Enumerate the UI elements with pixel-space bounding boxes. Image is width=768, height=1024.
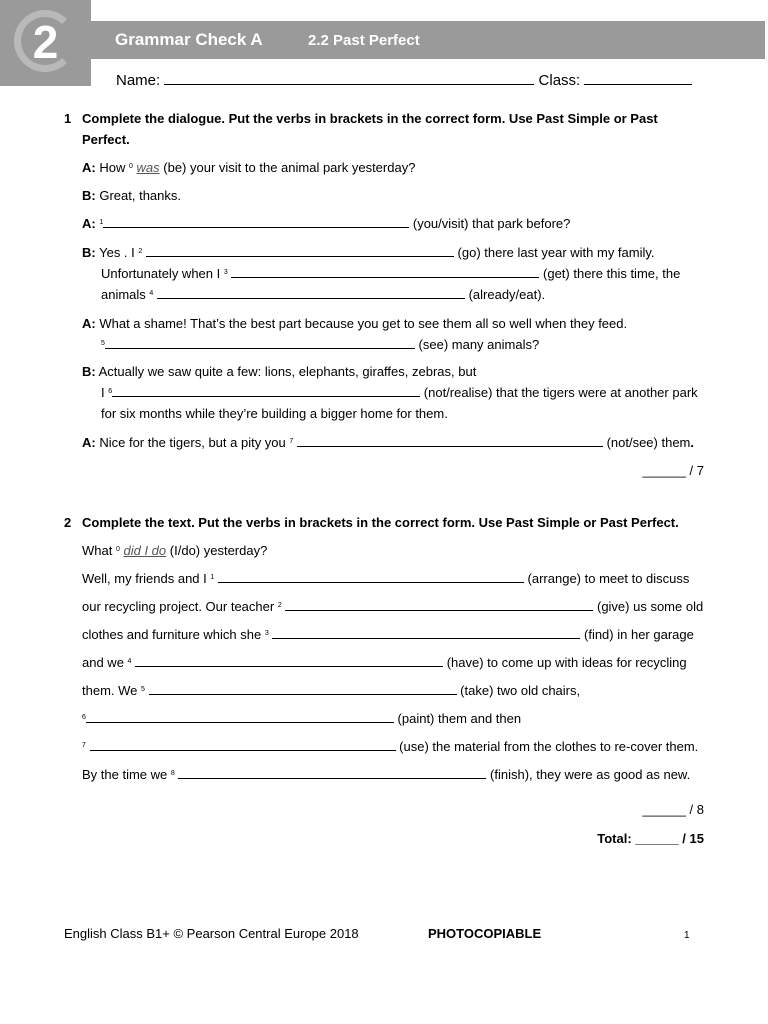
ex1-line-10: for six months while they’re building a bigger home for them. [101,406,448,421]
blank-7[interactable] [297,435,603,447]
ex2-line-3: clothes and furniture which she $^3$ (find) in her garage [82,627,694,642]
blank-2-5[interactable] [149,683,457,695]
blank-2-8[interactable] [178,767,486,779]
ex1-line-11: A: Nice for the tigers, but a pity you $^7$ (not/see) them. [82,435,695,450]
name-field[interactable] [164,72,534,85]
ex2-line-5: them. We $^5$ (take) two old chairs, [82,683,581,698]
blank-2[interactable] [146,245,454,257]
blank-1[interactable] [103,216,409,228]
ex2-instruction: Complete the text. Put the verbs in brackets in the correct form. Use Past Simple or Past Perfect. [82,515,679,530]
blank-2-6[interactable] [86,711,394,723]
blank-5[interactable] [105,337,415,349]
ex1-line-9: I $^6$ (not/realise) that the tigers were at another park [101,385,698,400]
total-value: ______ / 15 [635,831,704,846]
ex1-line-5: animals $^4$ (already/eat). [101,287,546,302]
page-subtitle: 2.2 Past Perfect [308,32,420,49]
class-label: Class: [538,72,581,89]
ex1-line-1: B: Great, thanks. [82,188,181,203]
total-label: Total: [597,831,632,846]
unit-number: 2 [32,16,59,68]
ex2-score: ______ / 8 [642,802,704,817]
blank-2-7[interactable] [90,739,396,751]
ex2-line-8: By the time we $^8$ (finish), they were as good as new. [82,767,691,782]
ex1-line-7: $^5$ (see) many animals? [101,337,540,352]
page-number: 1 [684,930,690,941]
example-answer: was [136,160,160,175]
name-class-row [116,72,692,89]
ex2-line-4: and we $^4$ (have) to come up with ideas for recycling [82,655,687,670]
ex2-line-6: $^6$ (paint) them and then [82,711,522,726]
ex2-line-2: our recycling project. Our teacher $^2$ (give) us some old [82,599,704,614]
ex1-score: ______ / 7 [642,463,704,478]
ex1-number: 1 [64,111,72,126]
blank-4[interactable] [157,287,465,299]
ex2-number: 2 [64,515,72,530]
ex1-line-4: Unfortunately when I $^3$ (get) there this time, the [101,266,681,281]
blank-2-3[interactable] [272,627,580,639]
blank-2-1[interactable] [218,571,524,583]
blank-2-4[interactable] [135,655,443,667]
header-bar [91,21,765,59]
ex1-line-8: B: Actually we saw quite a few: lions, elephants, giraffes, zebras, but [82,364,477,379]
total-score [597,831,704,847]
ex1-instruction-1: Complete the dialogue. Put the verbs in brackets in the correct form. Use Past Simple or Past [82,111,658,126]
unit-logo [0,0,91,86]
ex1-line-0: A: How $^0$ was (be) your visit to the animal park yesterday? [82,160,416,175]
ex1-line-6: A: What a shame! That’s the best part because you get to see them all so well when they feed. [82,316,628,331]
ex1-line-3: B: Yes . I $^2$ (go) there last year with my family. [82,245,655,260]
ex2-line-7: $^7$ (use) the material from the clothes to re-cover them. [82,739,699,754]
example-answer-2: did I do [123,543,167,558]
footer-copyright: English Class B1+ © Pearson Central Europe 2018 [64,926,359,941]
blank-2-2[interactable] [285,599,593,611]
name-label: Name: [116,72,161,89]
ex1-line-2: A: $^1$ (you/visit) that park before? [82,216,571,231]
page-title: Grammar Check A [115,30,263,49]
blank-6[interactable] [112,385,420,397]
ex2-line-0: What $^0$ did I do (I/do) yesterday? [82,543,268,558]
ex1-instruction-2: Perfect. [82,132,130,147]
ex2-line-1: Well, my friends and I $^1$ (arrange) to meet to discuss [82,571,690,586]
footer-photocopiable: PHOTOCOPIABLE [428,926,542,941]
blank-3[interactable] [231,266,539,278]
class-field[interactable] [584,72,692,85]
